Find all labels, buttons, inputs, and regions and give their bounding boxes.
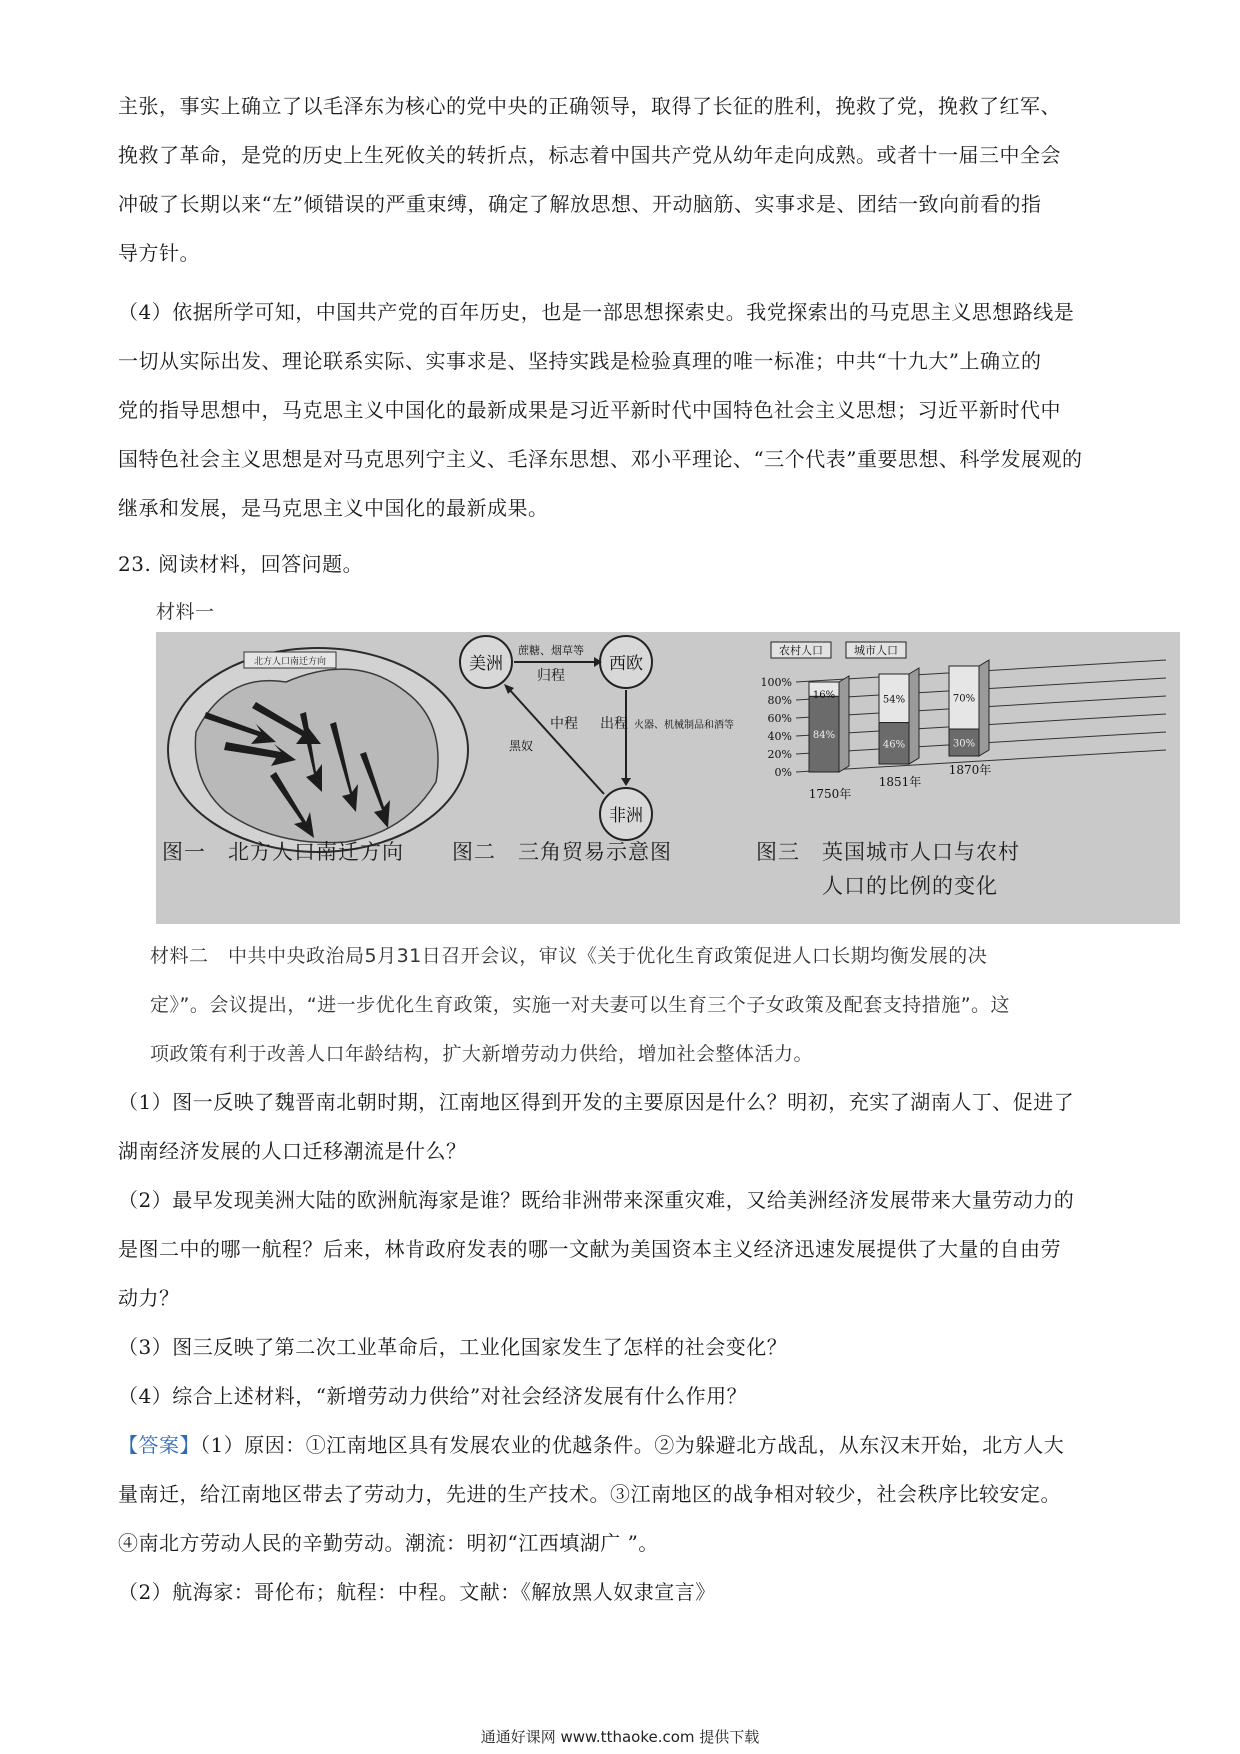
value-label-rural: 46%	[882, 739, 906, 751]
text-line: 项政策有利于改善人口年龄结构，扩大新增劳动力供给，增加社会整体活力。	[150, 1043, 814, 1065]
arrowhead-icon	[621, 778, 631, 786]
legend-rural-label: 农村人口	[779, 644, 823, 657]
answer-line: ④南北方劳动人民的辛勤劳动。潮流：明初“江西填湖广 ”。	[118, 1531, 659, 1555]
y-tick-label: 20%	[767, 748, 792, 761]
bar-side	[979, 660, 989, 756]
text-line: 动力？	[118, 1286, 180, 1310]
text-line: （2）最早发现美洲大陆的欧洲航海家是谁？既给非洲带来深重灾难，又给美洲经济发展带来大量劳动力的	[118, 1188, 1075, 1212]
node-america-label: 美洲	[469, 654, 503, 674]
x-tick-label: 1870年	[948, 763, 992, 777]
fig2-caption: 图二 三角贸易示意图	[452, 840, 672, 864]
middle-goods-label: 黑奴	[508, 739, 534, 753]
y-tick-label: 40%	[767, 730, 792, 743]
question-4	[118, 1372, 1130, 1421]
fig3-caption-1: 图三 英国城市人口与农村	[756, 840, 1020, 864]
text-line: （1）图一反映了魏晋南北朝时期，江南地区得到开发的主要原因是什么？明初，充实了湖南人丁、促进了	[118, 1090, 1075, 1114]
text-line: 党的指导思想中，马克思主义中国化的最新成果是习近平新时代中国特色社会主义思想；习近平新时代中	[118, 398, 1061, 422]
footer-text: 通通好课网 www.tthaoke.com 提供下载	[480, 1728, 760, 1746]
answer-block	[118, 1421, 1130, 1617]
middle-leg-label: 中程	[550, 716, 578, 732]
value-label-urban: 70%	[952, 693, 976, 705]
legend-urban-label: 城市人口	[854, 644, 898, 657]
answer-text: （1）原因：①江南地区具有发展农业的优越条件。②为躲避北方战乱，从东汉末开始，北方人大	[200, 1433, 1065, 1457]
material-label: 材料一	[156, 601, 215, 623]
land-shape	[195, 669, 438, 842]
question-3	[118, 1323, 1130, 1372]
answer-line: 量南迁，给江南地区带去了劳动力，先进的生产技术。③江南地区的战争相对较少，社会秩序比较安定。	[118, 1482, 1061, 1506]
return-leg-label: 归程	[537, 668, 565, 684]
out-goods-label: 火器、机械制品和酒等	[634, 720, 734, 731]
node-africa-label: 非洲	[609, 806, 643, 826]
text-line: （4）综合上述材料，“新增劳动力供给”对社会经济发展有什么作用？	[118, 1384, 748, 1408]
map-title: 北方人口南迁方向	[253, 657, 327, 667]
y-tick-label: 60%	[767, 712, 792, 725]
value-label-rural: 84%	[812, 730, 836, 742]
return-goods-label: 蔗糖、烟草等	[518, 644, 584, 657]
text-line: 定》”。会议提出，“进一步优化生育政策，实施一对夫妻可以生育三个子女政策及配套支持措施”。这	[150, 994, 1011, 1016]
bar-side	[909, 668, 919, 764]
y-tick-label: 80%	[767, 694, 792, 707]
fig3-caption-2: 人口的比例的变化	[822, 874, 998, 898]
y-tick-label: 100%	[760, 676, 792, 689]
text-line: 冲破了长期以来“左”倾错误的严重束缚，确定了解放思想、开动脑筋、实事求是、团结一致向前看的指	[118, 192, 1042, 216]
answer-tag: 【答案】	[118, 1433, 200, 1457]
x-tick-label: 1750年	[808, 787, 852, 801]
figure-graphics	[156, 632, 1180, 924]
population-chart	[761, 642, 1166, 801]
out-leg-label: 出程	[600, 716, 628, 732]
node-europe-label: 西欧	[609, 654, 643, 674]
x-tick-label: 1851年	[878, 775, 922, 789]
bar-side	[839, 676, 849, 772]
fig1-caption: 图一 北方人口南迁方向	[162, 840, 404, 864]
text-line: （3）图三反映了第二次工业革命后，工业化国家发生了怎样的社会变化？	[118, 1335, 788, 1359]
answer-line	[118, 1421, 1130, 1470]
text-line: 材料二 中共中央政治局5月31日召开会议，审议《关于优化生育政策促进人口长期均衡发展的决	[150, 945, 988, 967]
text-line: 一切从实际出发、理论联系实际、实事求是、坚持实践是检验真理的唯一标准；中共“十九大”上确立的	[118, 349, 1042, 373]
y-tick-label: 0%	[774, 766, 792, 779]
answer-line: （2）航海家：哥伦布；航程：中程。文献：《解放黑人奴隶宣言》	[118, 1580, 716, 1604]
text-line: 国特色社会主义思想是对马克思列宁主义、毛泽东思想、邓小平理论、“三个代表”重要思想、科学发展观的	[118, 447, 1083, 471]
material-1-label	[156, 588, 1168, 637]
q4-answer-paragraph	[118, 288, 1130, 533]
value-label-rural: 30%	[952, 738, 976, 750]
text-line: 继承和发展，是马克思主义中国化的最新成果。	[118, 496, 549, 520]
text-line: 主张，事实上确立了以毛泽东为核心的党中央的正确领导，取得了长征的胜利，挽救了党，挽救了红军、	[118, 94, 1061, 118]
top-paragraph	[118, 82, 1130, 278]
text-line: （4）依据所学可知，中国共产党的百年历史，也是一部思想探索史。我党探索出的马克思主义思想路线是	[118, 300, 1075, 324]
material-2	[150, 932, 1130, 1079]
value-label-urban: 16%	[812, 690, 836, 701]
value-label-urban: 54%	[882, 694, 906, 706]
question-title: 23. 阅读材料，回答问题。	[118, 552, 364, 576]
question-2	[118, 1176, 1130, 1323]
text-line: 湖南经济发展的人口迁移潮流是什么？	[118, 1139, 467, 1163]
text-line: 是图二中的哪一航程？后来，林肯政府发表的哪一文献为美国资本主义经济迅速发展提供了大量的自由劳	[118, 1237, 1061, 1261]
question-23-heading	[118, 540, 1130, 589]
trade-diagram	[460, 636, 734, 840]
material-figure	[156, 632, 1180, 924]
text-line: 挽救了革命，是党的历史上生死攸关的转折点，标志着中国共产党从幼年走向成熟。或者十一届三中全会	[118, 143, 1061, 167]
text-line: 导方针。	[118, 241, 200, 265]
question-1	[118, 1078, 1130, 1176]
